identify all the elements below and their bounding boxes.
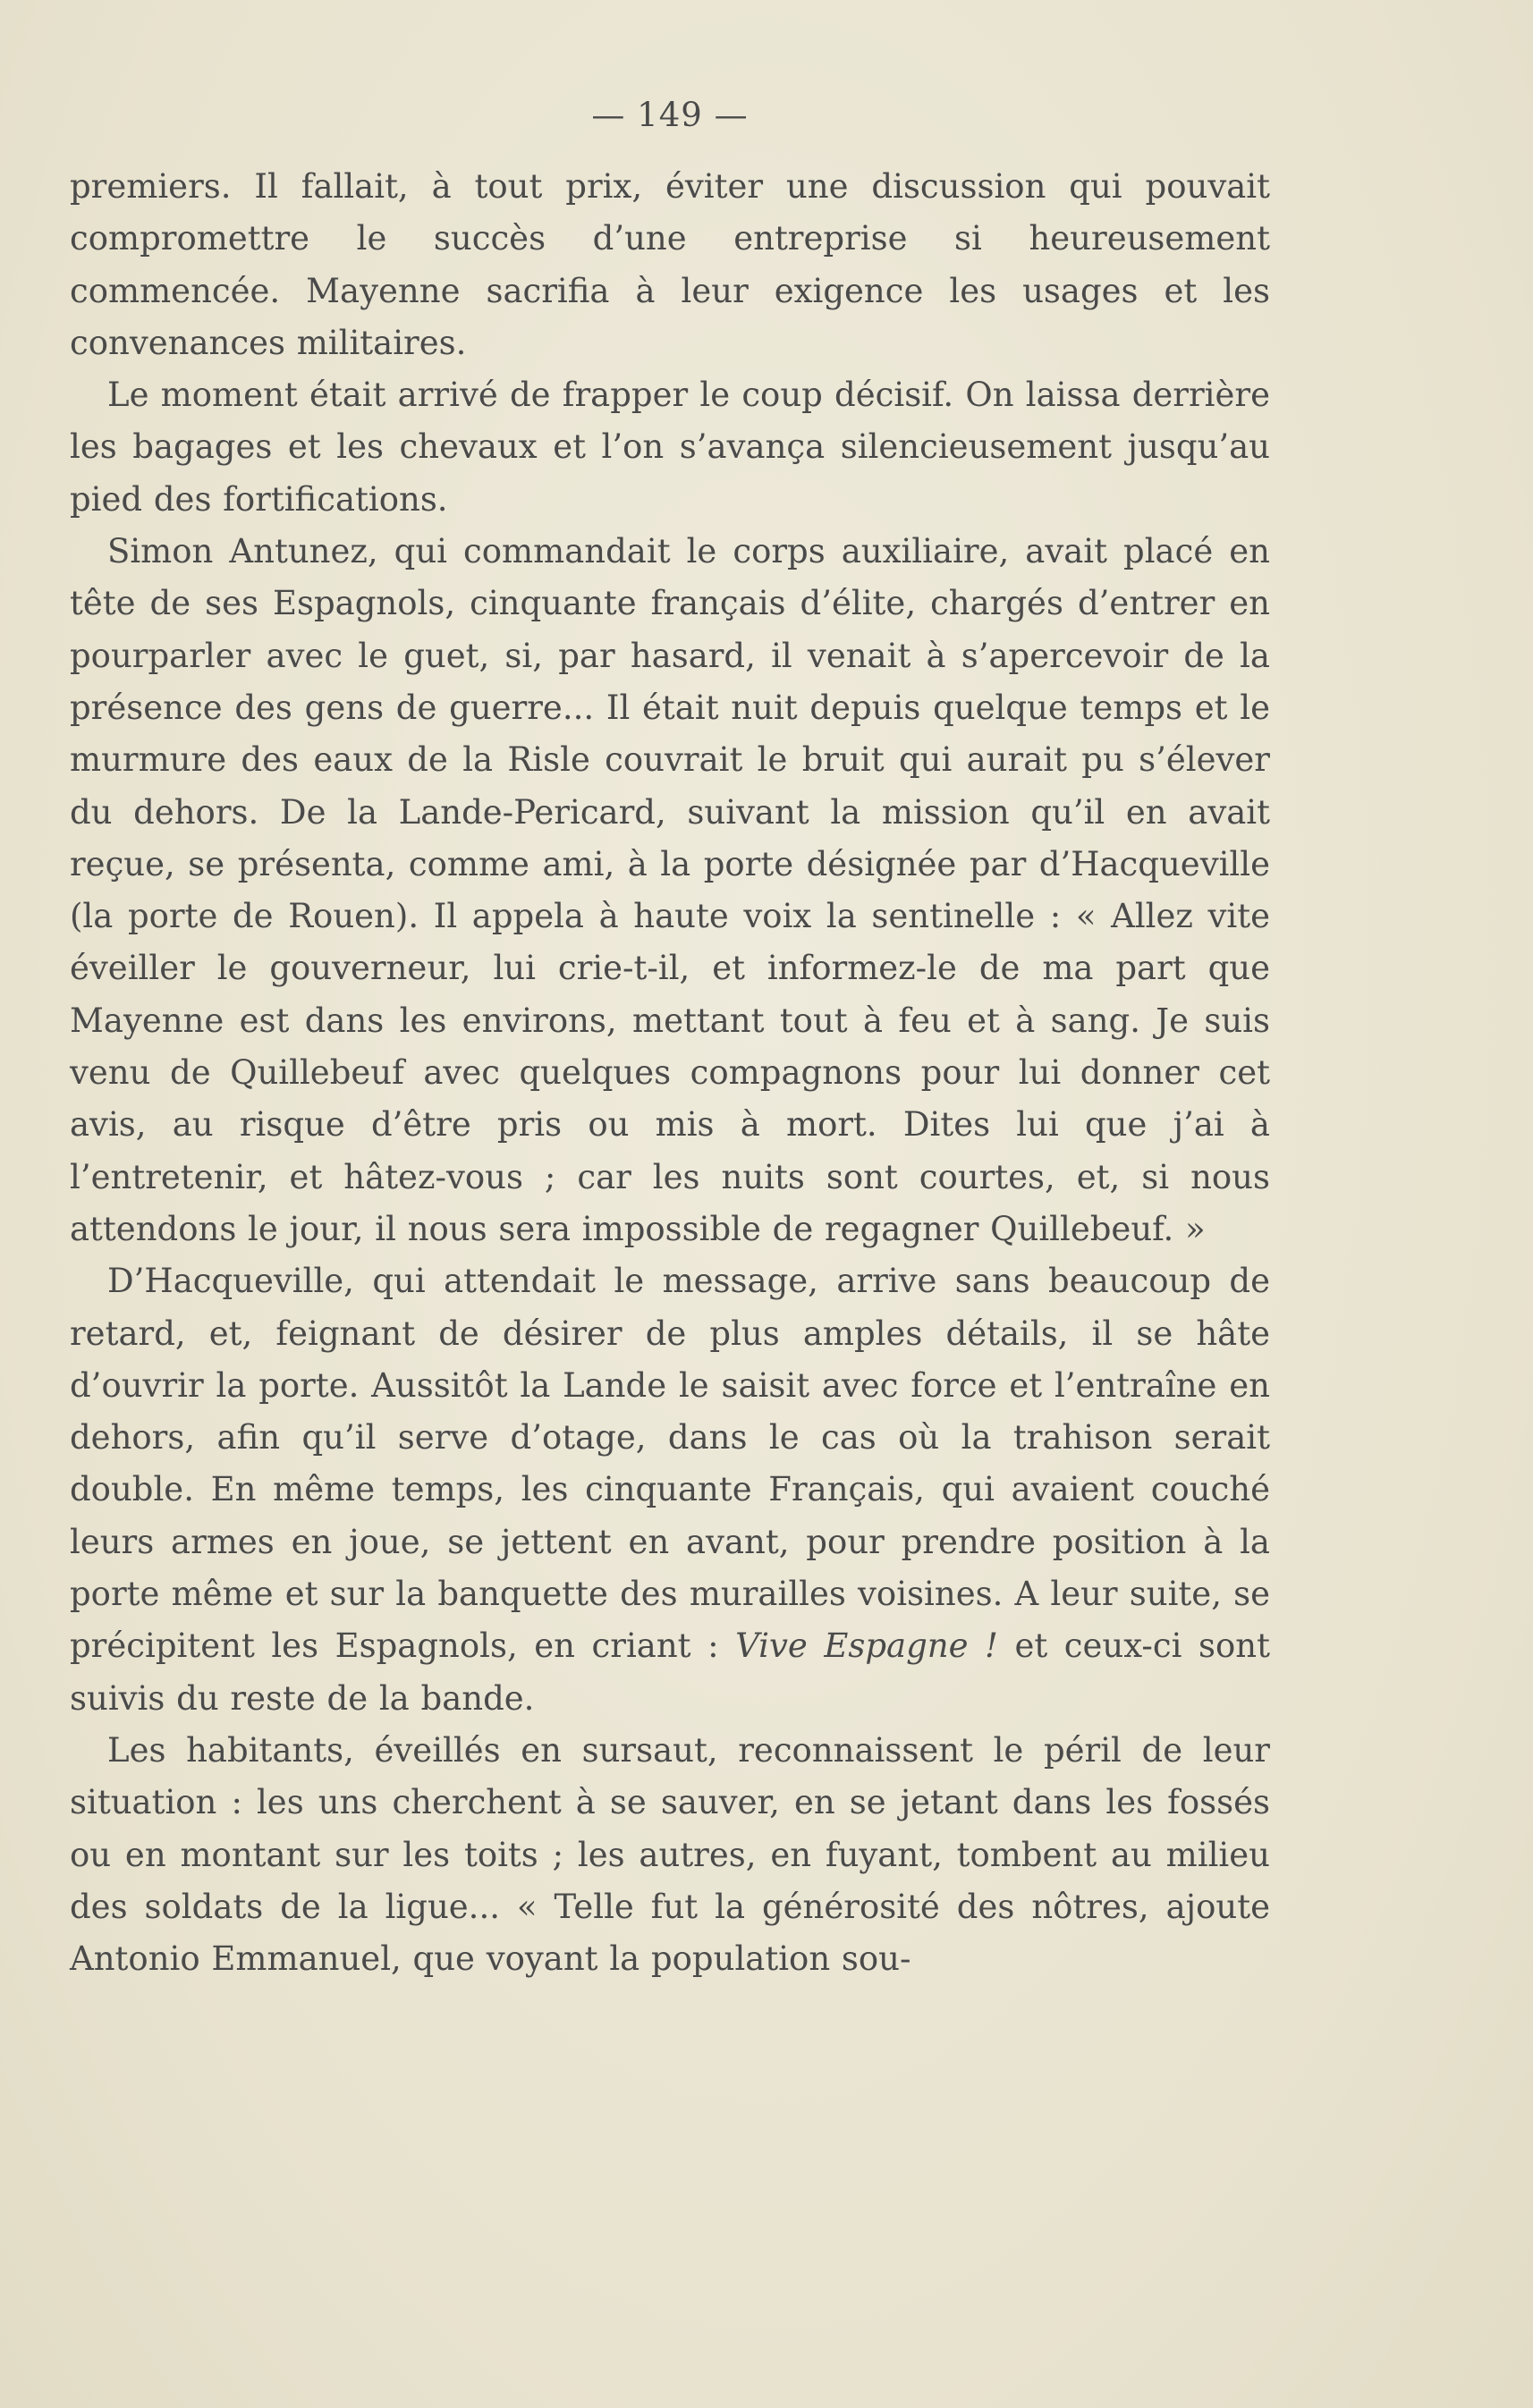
page-body (70, 161, 1270, 1985)
italic-exclamation: Vive Espagne ! (735, 1626, 998, 1666)
paragraph-text: D’Hacqueville, qui attendait le message, arrive sans beaucoup de retard, et, feignant de désirer de plus amples détails, il se hâte d’ouvrir la porte. Aussitôt la Lande le saisit avec force et l’entraîne en dehors, afin qu’il serve d’otage, dans le cas où la trahison serait double. En même temps, les cinquante Français, qui avaient couché leurs armes en joue, se jettent en avant, pour prendre position à la porte même et sur la banquette des murailles voisines. A leur suite, se précipitent les Espagnols, en criant : (70, 1262, 1270, 1666)
book-page (70, 89, 1270, 1985)
paragraph: Les habitants, éveillés en sursaut, reconnaissent le péril de leur situation : les uns cherchent à se sauver, en se jetant dans les fossés ou en montant sur les toits ; les autres, en fuyant, tombent au milieu des soldats de la ligue... « Telle fut la générosité des nôtres, ajoute Antonio Emmanuel, que voyant la population sou- (70, 1730, 1270, 1979)
paragraph: Simon Antunez, qui commandait le corps auxiliaire, avait placé en tête de ses Espagnols, cinquante français d’élite, chargés d’entrer en pourparler avec le guet, si, par hasard, il venait à s’apercevoir de la présence des gens de guerre... Il était nuit depuis quelque temps et le murmure des eaux de la Risle couvrait le bruit qui aurait pu s’élever du dehors. De la Lande-Pericard, suivant la mission qu’il en avait reçue, se présenta, comme ami, à la porte désignée par d’Hacqueville (la porte de Rouen). Il appela à haute voix la sentinelle : « Allez vite éveiller le gouverneur, lui crie-t-il, et informez-le de ma part que Mayenne est dans les environs, mettant tout à feu et à sang. Je suis venu de Quillebeuf avec quelques compagnons pour lui donner cet avis, au risque d’être pris ou mis à mort. Dites lui que j’ai à l’entretenir, et hâtez-vous ; car les nuits sont courtes, et, si nous attendons le jour, il nous sera impossible de regagner Quillebeuf. » (70, 532, 1270, 1248)
page-number: — 149 — (591, 96, 749, 134)
paragraph (70, 1255, 1270, 1725)
paragraph-text: et ceux-ci sont suivis du reste de la bande. (70, 1626, 1270, 1718)
paragraph: premiers. Il fallait, à tout prix, éviter une discussion qui pouvait compromettre le succès d’une entreprise si heureusement commencée. Mayenne sacrifia à leur exigence les usages et les convenances militaires. (70, 167, 1270, 362)
paragraph: Le moment était arrivé de frapper le coup décisif. On laissa derrière les bagages et les chevaux et l’on s’avança silencieusement jusqu’au pied des fortifications. (70, 376, 1270, 519)
